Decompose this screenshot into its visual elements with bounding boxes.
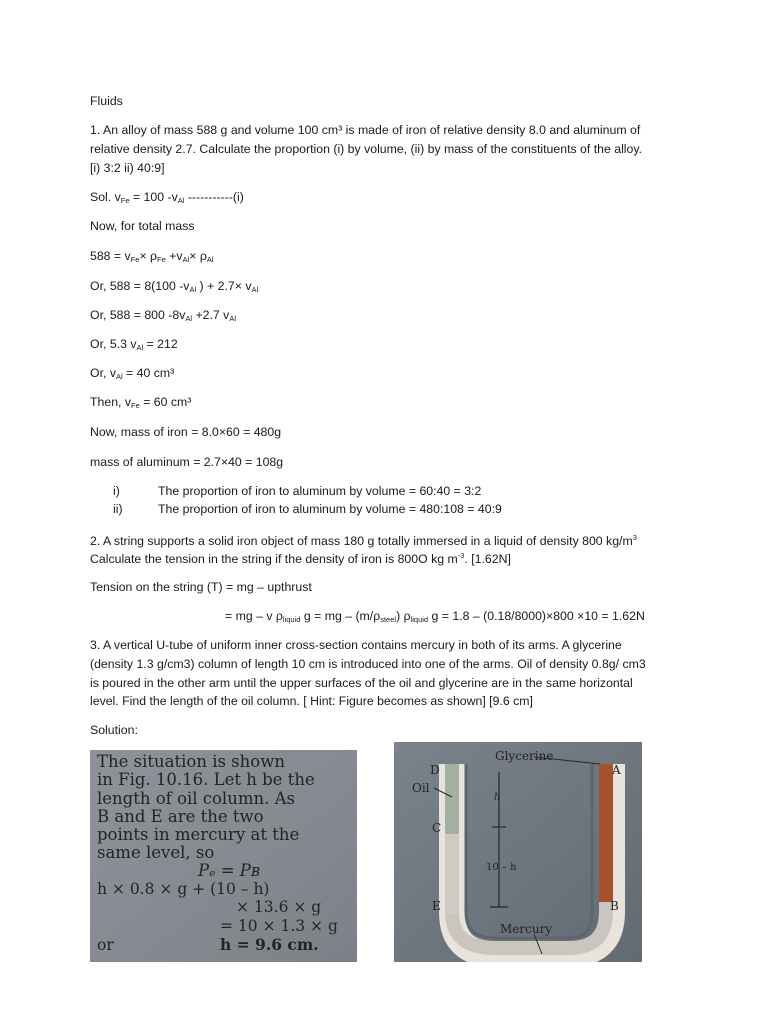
sol1-line-9: Now, mass of iron = 8.0×60 = 480g [90, 425, 282, 439]
q2-tension-line-2: = mg – v $\rho_{liquid}$ g = mg – $(m/\rho_{steel})$ $\rho_{liquid}$ g = 1.8 – (0.18/8000)×800 ×10 = 1.62N [225, 609, 645, 624]
q1-answer: [i) 3:2 ii) 40:9] [90, 161, 165, 175]
glycerine-column [599, 764, 613, 902]
sol1-line-6: Or, 5.3 $v_{Al} = 212$ [90, 337, 178, 352]
sol1-line-8: Then, $v_{Fe} = 60$ cm³ [90, 395, 192, 410]
list-item-number-1: i) [113, 484, 120, 498]
q1-line-1: 1. An alloy of mass 588 g and volume 100 cm³ is made of iron of relative density 8.0 and aluminum of [90, 123, 641, 137]
label-D: D [430, 763, 440, 777]
label-mercury: Mercury [500, 922, 553, 936]
label-glycerine: Glycerine [495, 749, 554, 763]
sol1-line-5: Or, 588 = 800 $-8v_{Al} +2.7$ $v_{Al}$ [90, 308, 236, 323]
textbook-line-5: points in mercury at the [97, 825, 300, 844]
label-E: E [432, 899, 441, 913]
sol1-line-3: $588 = v_{Fe}\times \rho_{Fe} +v_{Al}\times \rho_{Al}$ [90, 249, 214, 264]
textbook-line-2: in Fig. 10.16. Let h be the [97, 770, 315, 789]
label-A: A [612, 763, 621, 777]
textbook-line-11-result: h = 9.6 cm. [220, 935, 319, 954]
mercury-left-arm [445, 834, 459, 914]
textbook-line-8: h × 0.8 × g + (10 – h) [97, 880, 270, 898]
q3-line-2: (density 1.3 g/cm3) column of length 10 cm is introduced into one of the arms. Oil of density 0.8g/ cm3 [90, 657, 646, 671]
list-item-text-2: The proportion of iron to aluminum by volume = 480:108 = 40:9 [158, 502, 502, 516]
sol1-line-10: mass of aluminum = 2.7×40 = 108g [90, 455, 284, 469]
page-heading: Fluids [90, 94, 123, 108]
q2-line-1: 2. A string supports a solid iron object of mass 180 g totally immersed in a liquid of density 800 $kg/m^3$ [90, 533, 637, 548]
sol1-line-1: Sol. $v_{Fe} = 100$ $-v_{Al}$ -----------(i) [90, 190, 244, 205]
textbook-line-9: × 13.6 × g [236, 898, 322, 916]
u-tube-figure-photo [394, 742, 642, 962]
label-oil: Oil [412, 781, 430, 795]
textbook-line-7: Pₑ = Pʙ [198, 861, 261, 880]
list-item-text-1: The proportion of iron to aluminum by volume = 60:40 = 3:2 [158, 484, 482, 498]
q3-line-4: level. Find the length of the oil column. [ Hint: Figure becomes as shown] [9.6 cm] [90, 694, 533, 708]
textbook-solution-photo [90, 750, 357, 962]
solution-label: Solution: [90, 723, 138, 737]
textbook-line-10: = 10 × 1.3 × g [220, 917, 338, 935]
q3-line-3: is poured in the other arm until the upper surfaces of the oil and glycerine are in the same horizontal [90, 676, 633, 690]
sol1-line-7: Or, $v_{Al} = 40$ cm³ [90, 366, 175, 381]
label-C: C [432, 821, 442, 835]
sol1-line-2: Now, for total mass [90, 219, 195, 233]
q2-tension-line-1: Tension on the string (T) = mg – upthrust [90, 580, 312, 594]
label-h: h [494, 792, 501, 803]
q2-line-2: Calculate the tension in the string if the density of iron is 800O kg $m^{-3}$. [1.62N] [90, 551, 511, 566]
q1-line-2: relative density 2.7. Calculate the proportion (i) by volume, (ii) by mass of the constituents of the alloy. [90, 142, 643, 156]
textbook-line-6: same level, so [97, 843, 215, 862]
sol1-line-4: Or, 588 = 8(100 $-v_{Al}$ ) + $2.7\times v_{Al}$ [90, 279, 259, 294]
textbook-line-4: B and E are the two [97, 807, 264, 826]
textbook-line-11-or: or [97, 936, 114, 954]
label-B: B [610, 899, 619, 913]
oil-column [445, 764, 459, 834]
textbook-line-1: The situation is shown [97, 752, 285, 771]
list-item-number-2: ii) [113, 502, 123, 516]
label-10-minus-h: 10 – h [486, 862, 517, 873]
q3-line-1: 3. A vertical U-tube of uniform inner cross-section contains mercury in both of its arms. A glycerine [90, 638, 622, 652]
textbook-line-3: length of oil column. As [97, 789, 295, 808]
